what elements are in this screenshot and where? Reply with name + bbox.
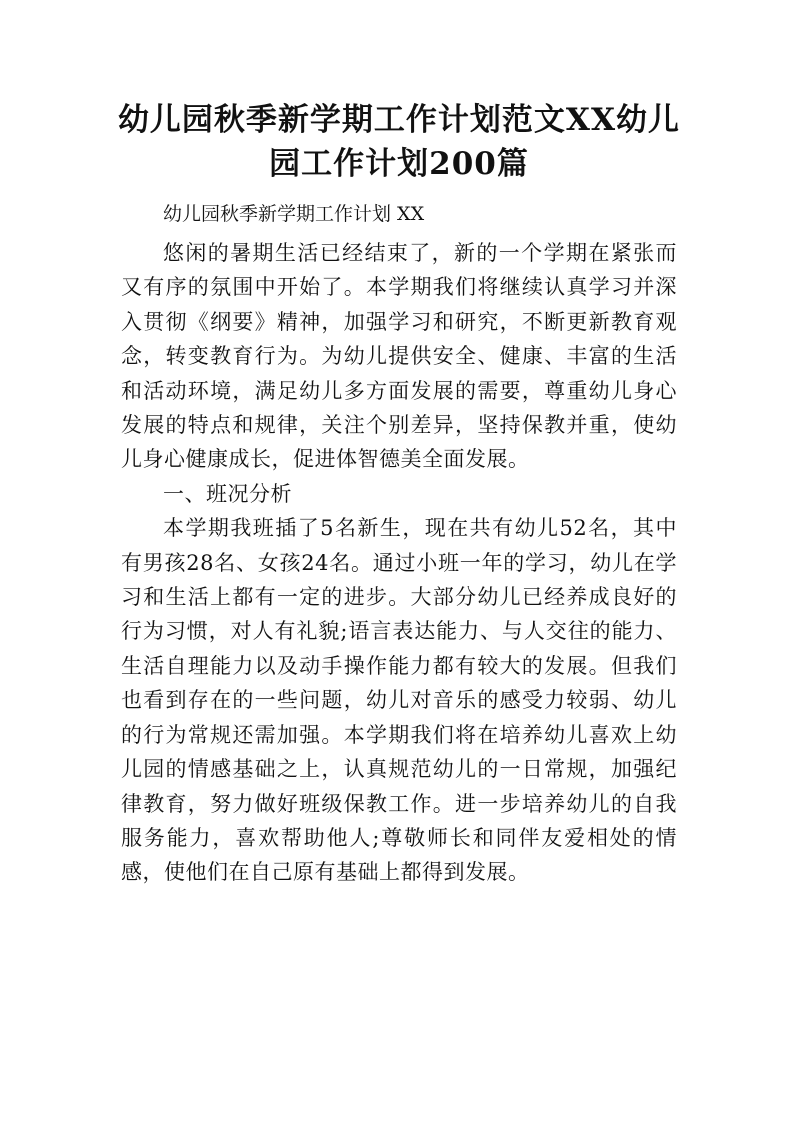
class-analysis-paragraph: 本学期我班插了5名新生，现在共有幼儿52名，其中有男孩28名、女孩24名。通过小班一年的学习，幼儿在学习和生活上都有一定的进步。大部分幼儿已经养成良好的行为习惯，对人有礼貌;语言表达能力、与人交往的能力、生活自理能力以及动手操作能力都有较大的发展。但我们也看到存在的一些问题，幼儿对音乐的感受力较弱、幼儿的行为常规还需加强。本学期我们将在培养幼儿喜欢上幼儿园的情感基础之上，认真规范幼儿的一日常规，加强纪律教育，努力做好班级保教工作。进一步培养幼儿的自我服务能力，喜欢帮助他人;尊敬师长和同伴友爱相处的情感，使他们在自己原有基础上都得到发展。 [121,516,677,885]
document-body [121,199,677,890]
intro-paragraph: 悠闲的暑期生活已经结束了，新的一个学期在紧张而又有序的氛围中开始了。本学期我们将继续认真学习并深入贯彻《纲要》精神，加强学习和研究，不断更新教育观念，转变教育行为。为幼儿提供安全、健康、丰富的生活和活动环境，满足幼儿多方面发展的需要，尊重幼儿身心发展的特点和规律，关注个别差异，坚持保教并重，使幼儿身心健康成长，促进体智德美全面发展。 [121,241,677,472]
document-subtitle: 幼儿园秋季新学期工作计划 XX [163,203,425,225]
document-title: 幼儿园秋季新学期工作计划范文XX幼儿园工作计划200篇 [117,102,681,182]
section-heading-class-analysis: 一、班况分析 [163,481,292,506]
